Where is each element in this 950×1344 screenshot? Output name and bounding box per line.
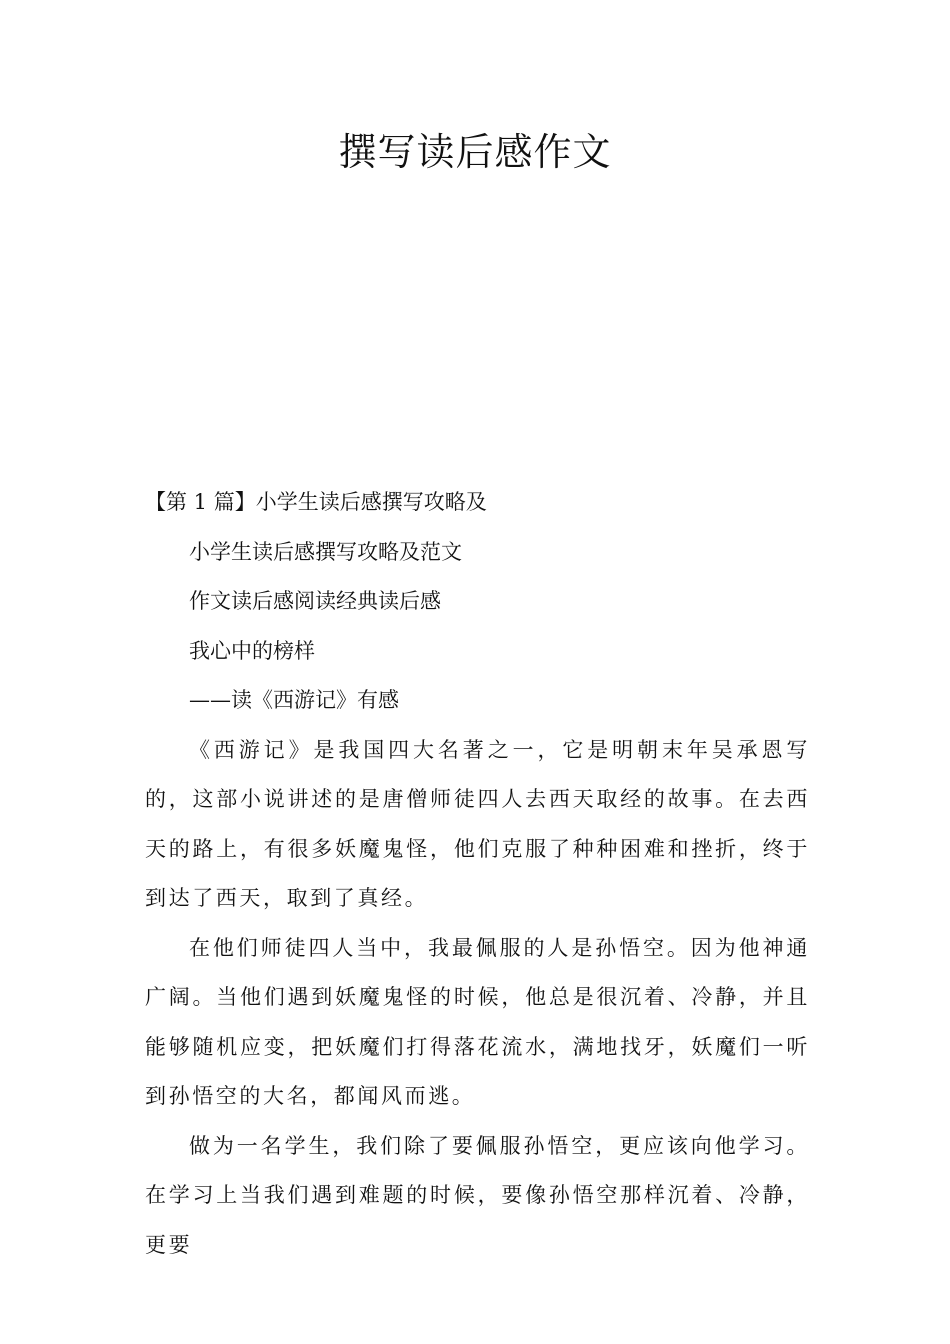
subheading-line: ——读《西游记》有感: [189, 688, 399, 712]
body-paragraph: 在他们师徒四人当中，我最佩服的人是孙悟空。因为他神通广阔。当他们遇到妖魔鬼怪的时候，他总是很沉着、冷静，并且能够随机应变，把妖魔们打得落花流水，满地找牙，妖魔们一听到孙悟空的大名，都闻风而逃。: [145, 935, 810, 1108]
section-heading: 【第 1 篇】小学生读后感撰写攻略及: [145, 490, 487, 514]
subheading-line: 小学生读后感撰写攻略及范文: [189, 539, 462, 564]
body-paragraph: 《西游记》是我国四大名著之一，它是明朝末年吴承恩写的，这部小说讲述的是唐僧师徒四人去西天取经的故事。在去西天的路上，有很多妖魔鬼怪，他们克服了种种困难和挫折，终于到达了西天，取到了真经。: [145, 737, 810, 910]
subheading-line: 作文读后感阅读经典读后感: [189, 589, 441, 613]
document-title: 撰写读后感作文: [338, 130, 612, 174]
subheading-line: 我心中的榜样: [189, 638, 315, 663]
body-paragraph: 做为一名学生，我们除了要佩服孙悟空，更应该向他学习。在学习上当我们遇到难题的时候，要像孙悟空那样沉着、冷静，更要: [145, 1133, 810, 1257]
document-body: [145, 478, 810, 1270]
